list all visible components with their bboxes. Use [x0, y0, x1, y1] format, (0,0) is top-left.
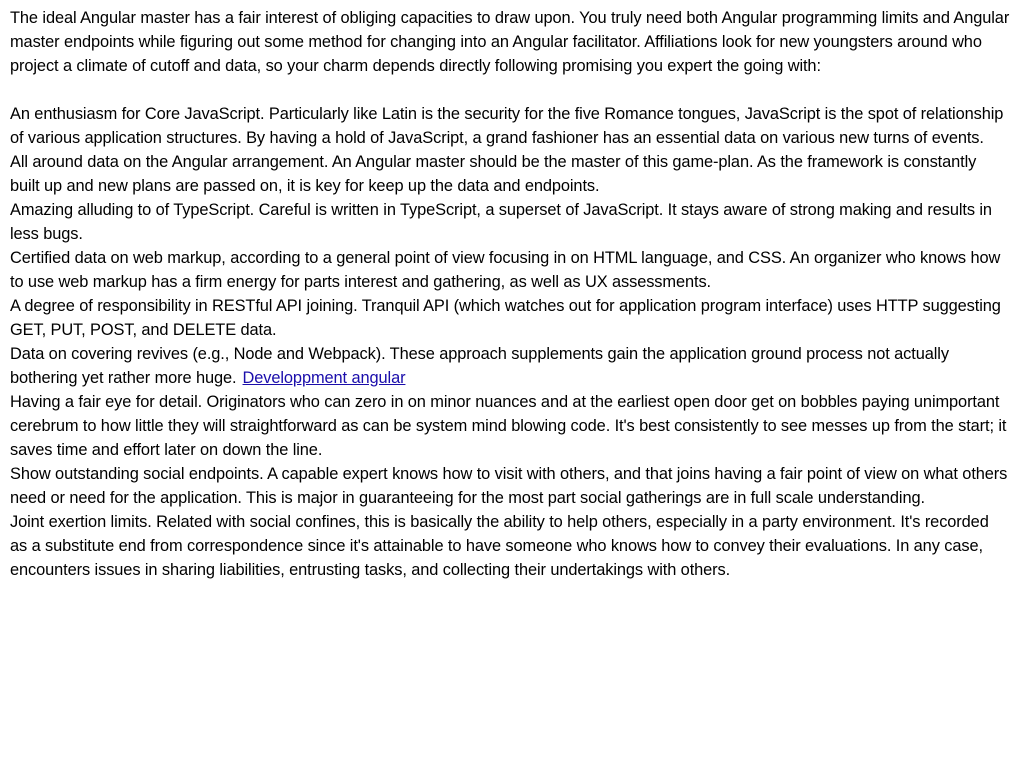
paragraph-restful-api: A degree of responsibility in RESTful API joining. Tranquil API (which watches out for application program interface) uses HTTP suggesting GET, PUT, POST, and DELETE data.: [10, 297, 1001, 339]
paragraph-detail: Having a fair eye for detail. Originators who can zero in on minor nuances and at the earliest open door get on bobbles paying unimportant cerebrum to how little they will straightforward as can be system mind blowing code. It's best consistently to see messes up from the start; it saves time and effort later on down the line.: [10, 393, 1007, 459]
paragraph-build-tools: [10, 342, 1010, 390]
development-angular-link[interactable]: Developpment angular: [242, 369, 406, 387]
document-body: [10, 6, 1010, 582]
paragraph-typescript: Amazing alluding to of TypeScript. Careful is written in TypeScript, a superset of JavaScript. It stays aware of strong making and results in less bugs.: [10, 201, 992, 243]
paragraph-teamwork: Joint exertion limits. Related with social confines, this is basically the ability to help others, especially in a party environment. It's recorded as a substitute end from correspondence since it's attainable to have someone who knows how to convey their evaluations. In any case, encounters issues in sharing liabilities, entrusting tasks, and collecting their undertakings with others.: [10, 513, 989, 579]
paragraph-build-tools-text: Data on covering revives (e.g., Node and Webpack). These approach supplements gain the application ground process not actually bothering yet rather more huge.: [10, 345, 949, 387]
paragraph-web-markup: Certified data on web markup, according to a general point of view focusing in on HTML language, and CSS. An organizer who knows how to use web markup has a firm energy for parts interest and gathering, as well as UX assessments.: [10, 249, 1001, 291]
paragraph-spacer: [10, 78, 1010, 102]
paragraph-social-skills: Show outstanding social endpoints. A capable expert knows how to visit with others, and that joins having a fair point of view on what others need or need for the application. This is major in guaranteeing for the most part social gatherings are in full scale understanding.: [10, 465, 1008, 507]
paragraph-angular-arrangement: All around data on the Angular arrangement. An Angular master should be the master of this game-plan. As the framework is constantly built up and new plans are passed on, it is key for keep up the data and endpoints.: [10, 153, 977, 195]
paragraph-core-javascript: An enthusiasm for Core JavaScript. Particularly like Latin is the security for the five Romance tongues, JavaScript is the spot of relationship of various application structures. By having a hold of JavaScript, a grand fashioner has an essential data on various new turns of events.: [10, 105, 1004, 147]
intro-paragraph: The ideal Angular master has a fair interest of obliging capacities to draw upon. You truly need both Angular programming limits and Angular master endpoints while figuring out some method for changing into an Angular facilitator. Affiliations look for new youngsters around who project a climate of cutoff and data, so your charm depends directly following promising you expert the going with:: [10, 9, 1010, 75]
